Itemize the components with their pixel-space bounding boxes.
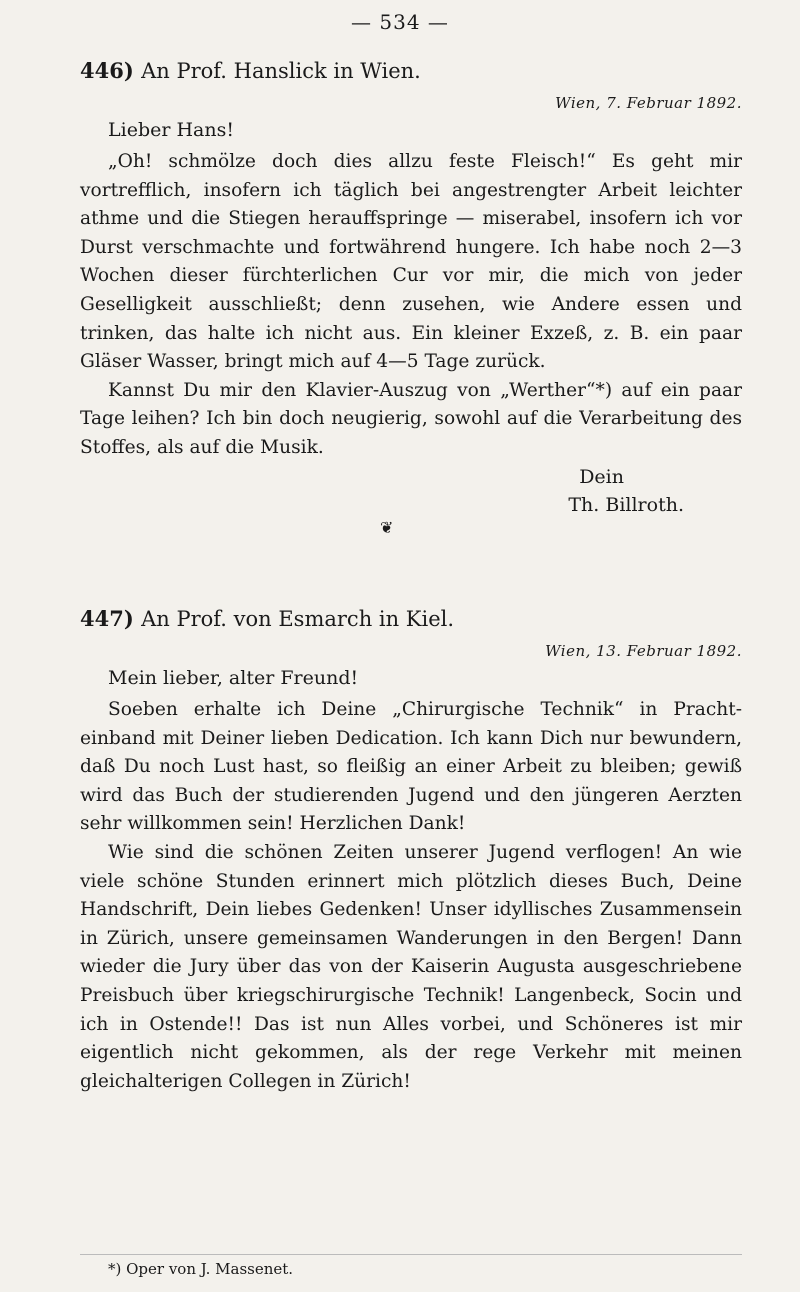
letter-paragraph: „Oh! schmölze doch dies allzu feste Fleisch!“ Es geht mir vortrefflich, insofern ich täglich bei angestrengter Arbeit leichter athme und die Stiegen herauffspringe — miserabel, insofern ich vor Durst verschmachte und fortwährend hungere. Ich habe noch 2—3 Wochen dieser fürchterlichen Cur vor mir, die mich von jeder Geselligkeit ausschließt; denn zusehen, wie Andere essen und trinken, das halte ich nicht aus. Ein kleiner Exzeß, z. B. ein paar Gläser Wasser, bringt mich auf 4—5 Tage zurück. [80, 151, 742, 373]
footnote-rule [80, 1254, 742, 1255]
signature-name: Th. Billroth. [568, 493, 684, 516]
letter-number: 447) [80, 606, 134, 631]
page-number: — 534 — [351, 10, 449, 34]
letter-dateline: Wien, 13. Februar 1892. [545, 642, 742, 660]
letter-recipient: An Prof. Hanslick in Wien. [141, 59, 421, 83]
letter-heading [80, 56, 742, 86]
letter-recipient: An Prof. von Esmarch in Kiel. [141, 607, 455, 631]
letter-paragraph: Kannst Du mir den Klavier-Auszug von „Werther“*) auf ein paar Tage leihen? Ich bin doch neugierig, sowohl auf die Verarbeitung des Stoffes, als auf die Musik. [80, 379, 742, 458]
letter-signature [80, 463, 742, 519]
letter-number: 446) [80, 58, 134, 83]
letter-heading [80, 604, 742, 634]
letter-447 [80, 604, 742, 1096]
letter-446 [80, 56, 742, 537]
letter-paragraph: Wie sind die schönen Zeiten unserer Jugend verflogen! An wie viele schöne Stunden erinnert mich plötzlich dieses Buch, Deine Handschrift, Dein liebes Gedenken! Unser idyllisches Zusammensein in Zürich, unsere gemeinsamen Wanderungen in den Bergen! Dann wieder die Jury über das von der Kaiserin Augusta ausgeschriebene Preisbuch über kriegschirurgische Technik! Langenbeck, Socin und ich in Ostende!! Das ist nun Alles vorbei, und Schöneres ist mir eigentlich nicht gekommen, als der rege Verkehr mit meinen gleichalterigen Collegen in Zürich! [80, 841, 742, 1092]
letter-paragraph: Soeben erhalte ich Deine „Chirurgische Technik“ in Pracht-einband mit Deiner lieben Dedication. Ich kann Dich nur bewundern, daß Du noch Lust hast, so fleißig an einer Arbeit zu bleiben; gewiß wird das Buch der studierenden Jugend und den jüngeren Aerzten sehr willkommen sein! Herzlichen Dank! [80, 699, 742, 835]
letter-salutation: Lieber Hans! [108, 119, 234, 141]
signature-closing: Dein [579, 465, 624, 488]
footnote: *) Oper von J. Massenet. [108, 1260, 294, 1278]
letter-dateline: Wien, 7. Februar 1892. [555, 94, 742, 112]
section-separator-icon: ❦ [380, 517, 394, 537]
letter-salutation: Mein lieber, alter Freund! [108, 667, 359, 689]
